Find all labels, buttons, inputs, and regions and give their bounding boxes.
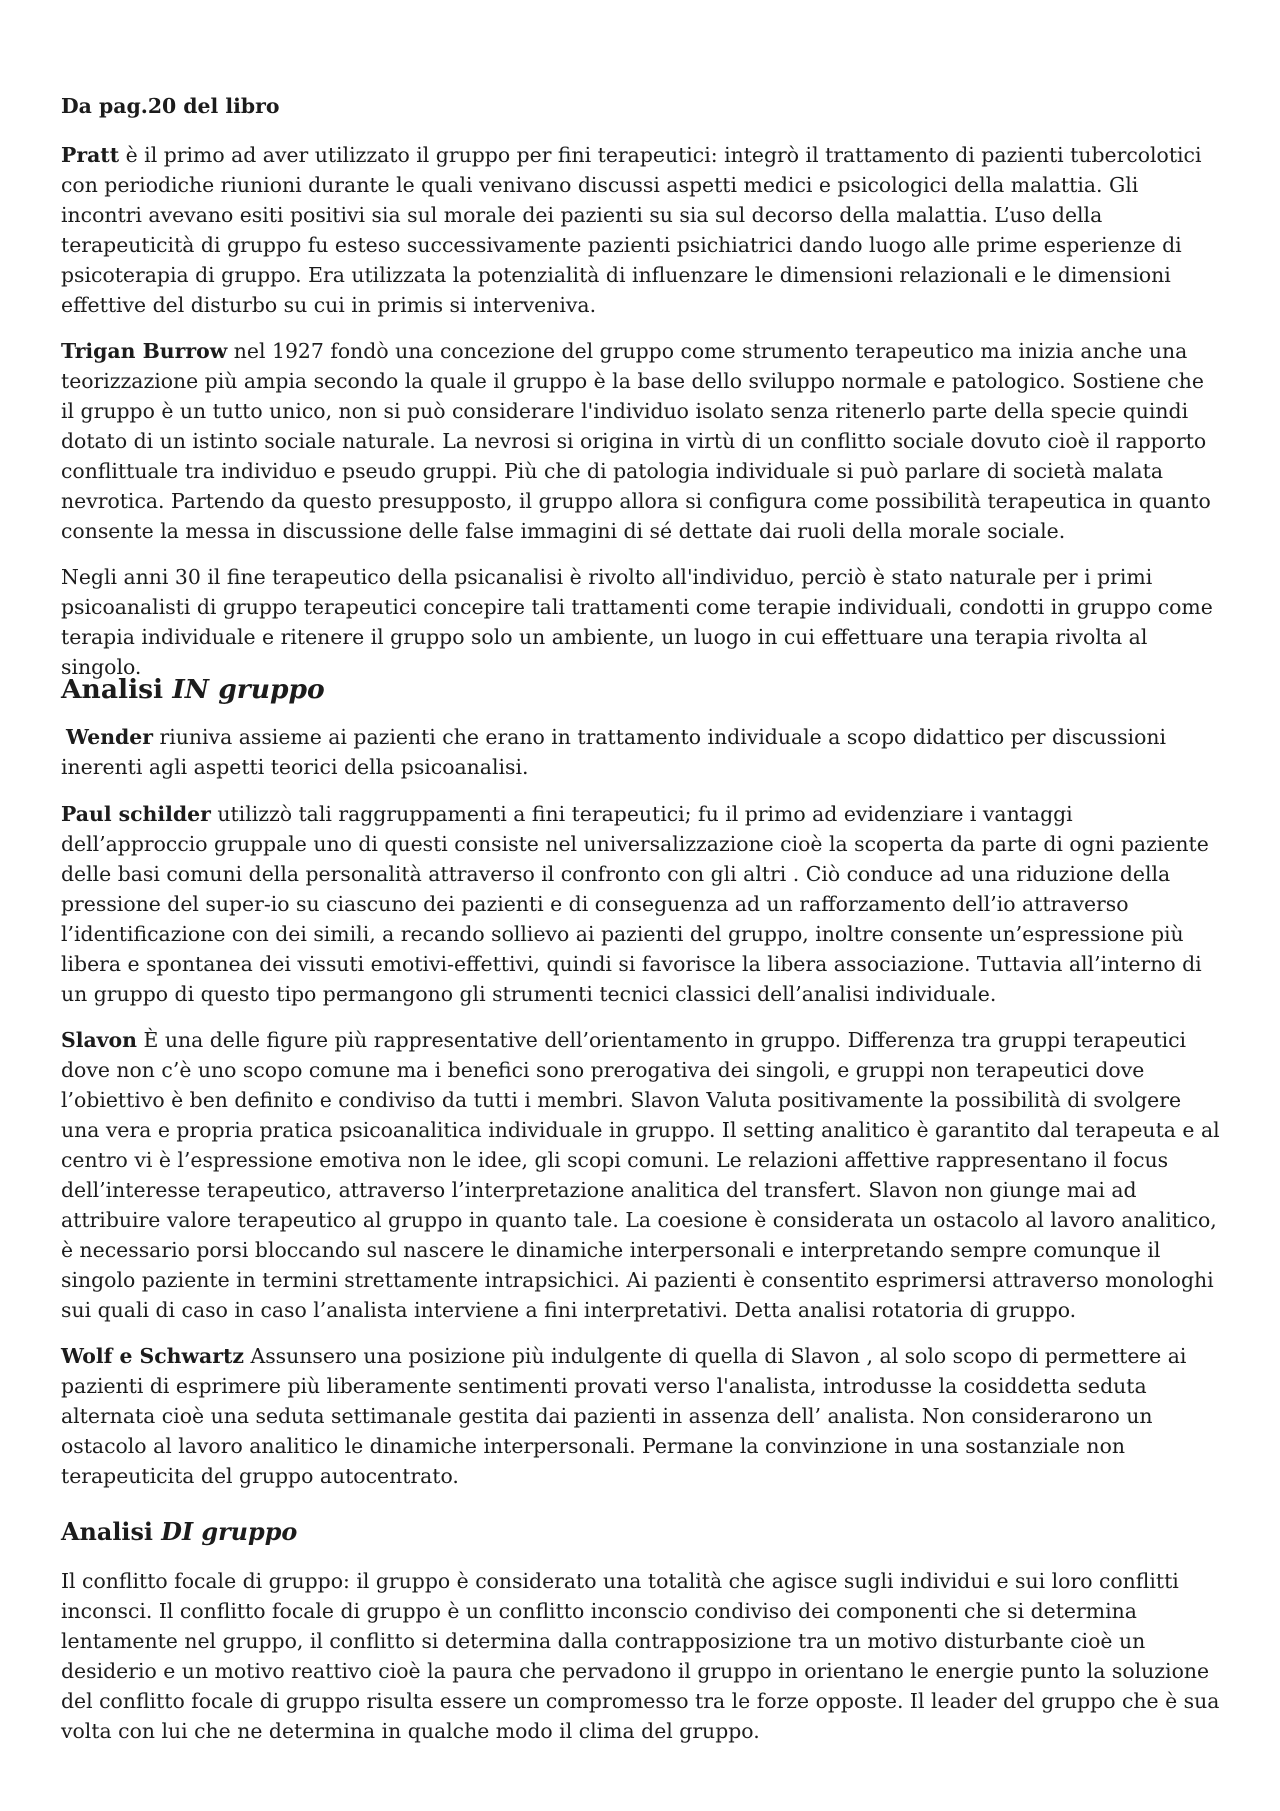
section-heading-in-gruppo — [61, 673, 325, 707]
paragraph-text: Assunsero una posizione più indulgente di quella di Slavon , al solo scopo di permettere ai pazienti di esprimere più liberamente sentimenti provati verso l'analista, introdusse la cosiddetta seduta alternata cioè una seduta settimanale gestita dai pazienti in assenza dell’ analista. Non considerarono un ostacolo al lavoro analitico le dinamiche interpersonali. Permane la convinzione in una sostanziale non terapeuticita del gruppo autocentrato. — [61, 1344, 1187, 1488]
paragraph-anni-30: Negli anni 30 il fine terapeutico della psicanalisi è rivolto all'individuo, perciò è stato naturale per i primi psicoanalisti di gruppo terapeutici concepire tali trattamenti come terapie individuali, condotti in gruppo come terapia individuale e ritenere il gruppo solo un ambiente, un luogo in cui effettuare una terapia rivolta al singolo. — [61, 565, 1213, 679]
author-name: Wender — [66, 725, 154, 749]
paragraph-wolf-schwartz — [61, 1341, 1221, 1491]
source-note: Da pag.20 del libro — [61, 94, 280, 118]
heading-emphasis: IN gruppo — [172, 674, 325, 705]
author-name: Trigan Burrow — [61, 339, 228, 363]
author-name: Pratt — [61, 143, 120, 167]
heading-emphasis: DI gruppo — [161, 1518, 298, 1546]
author-name: Wolf e Schwartz — [61, 1344, 244, 1368]
paragraph-text: utilizzò tali raggruppamenti a fini terapeutici; fu il primo ad evidenziare i vantaggi dell’approccio gruppale uno di questi consiste nel universalizzazione cioè la scoperta da parte di ogni paziente delle basi comuni della personalità attraverso il confronto con gli altri . Ciò conduce ad una riduzione della pressione del super-io su ciascuno dei pazienti e di conseguenza ad un rafforzamento dell’io attraverso l’identificazione con dei simili, a recando sollievo ai pazienti del gruppo, inoltre consente un’espressione più libera e spontanea dei vissuti emotivi-effettivi, quindi si favorisce la libera associazione. Tuttavia all’interno di un gruppo di questo tipo permangono gli strumenti tecnici classici dell’analisi individuale. — [61, 802, 1209, 1006]
paragraph-pratt — [61, 140, 1221, 320]
paragraph-burrow — [61, 336, 1221, 546]
paragraph-slavon — [61, 1025, 1221, 1325]
heading-prefix: Analisi — [61, 1518, 162, 1546]
paragraph-wender — [61, 722, 1221, 782]
author-name: Paul schilder — [61, 802, 211, 826]
paragraph-conflitto-focale: Il conflitto focale di gruppo: il gruppo è considerato una totalità che agisce sugli individui e sui loro conflitti inconsci. Il conflitto focale di gruppo è un conflitto inconscio condiviso dei componenti che si determina lentamente nel gruppo, il conflitto si determina dalla contrapposizione tra un motivo disturbante cioè un desiderio e un motivo reattivo cioè la paura che pervadono il gruppo in orientano le energie punto la soluzione del conflitto focale di gruppo risulta essere un compromesso tra le forze opposte. Il leader del gruppo che è sua volta con lui che ne determina in qualche modo il clima del gruppo. — [61, 1569, 1220, 1743]
paragraph-text: È una delle figure più rappresentative dell’orientamento in gruppo. Differenza tra gruppi terapeutici dove non c’è uno scopo comune ma i benefici sono prerogativa dei singoli, e gruppi non terapeutici dove l’obiettivo è ben definito e condiviso da tutti i membri. Slavon Valuta positivamente la possibilità di svolgere una vera e propria pratica psicoanalitica individuale in gruppo. Il setting analitico è garantito dal terapeuta e al centro vi è l’espressione emotiva non le idee, gli scopi comuni. Le relazioni affettive rappresentano il focus dell’interesse terapeutico, attraverso l’interpretazione analitica del transfert. Slavon non giunge mai ad attribuire valore terapeutico al gruppo in quanto tale. La coesione è considerata un ostacolo al lavoro analitico, è necessario porsi bloccando sul nascere le dinamiche interpersonali e interpretando sempre comunque il singolo paziente in termini strettamente intrapsichici. Ai pazienti è consentito esprimersi attraverso monologhi sui quali di caso in caso l’analista interviene a fini interpretativi. Detta analisi rotatoria di gruppo. — [61, 1028, 1220, 1322]
paragraph-text: nel 1927 fondò una concezione del gruppo come strumento terapeutico ma inizia anche una teorizzazione più ampia secondo la quale il gruppo è la base dello sviluppo normale e patologico. Sostiene che il gruppo è un tutto unico, non si può considerare l'individuo isolato senza ritenerlo parte della specie quindi dotato di un istinto sociale naturale. La nevrosi si origina in virtù di un conflitto sociale dovuto cioè il rapporto conflittuale tra individuo e pseudo gruppi. Più che di patologia individuale si può parlare di società malata nevrotica. Partendo da questo presupposto, il gruppo allora si configura come possibilità terapeutica in quanto consente la messa in discussione delle false immagini di sé dettate dai ruoli della morale sociale. — [61, 339, 1211, 543]
author-name: Slavon — [61, 1028, 137, 1052]
section-heading-di-gruppo — [61, 1517, 297, 1547]
heading-prefix: Analisi — [61, 674, 173, 705]
paragraph-text: riuniva assieme ai pazienti che erano in trattamento individuale a scopo didattico per discussioni inerenti agli aspetti teorici della psicoanalisi. — [61, 725, 1167, 779]
paragraph-schilder — [61, 799, 1221, 1009]
paragraph-text: è il primo ad aver utilizzato il gruppo per fini terapeutici: integrò il trattamento di pazienti tubercolotici con periodiche riunioni durante le quali venivano discussi aspetti medici e psicologici della malattia. Gli incontri avevano esiti positivi sia sul morale dei pazienti su sia sul decorso della malattia. L’uso della terapeuticità di gruppo fu esteso successivamente pazienti psichiatrici dando luogo alle prime esperienze di psicoterapia di gruppo. Era utilizzata la potenzialità di influenzare le dimensioni relazionali e le dimensioni effettive del disturbo su cui in primis si interveniva. — [61, 143, 1202, 317]
